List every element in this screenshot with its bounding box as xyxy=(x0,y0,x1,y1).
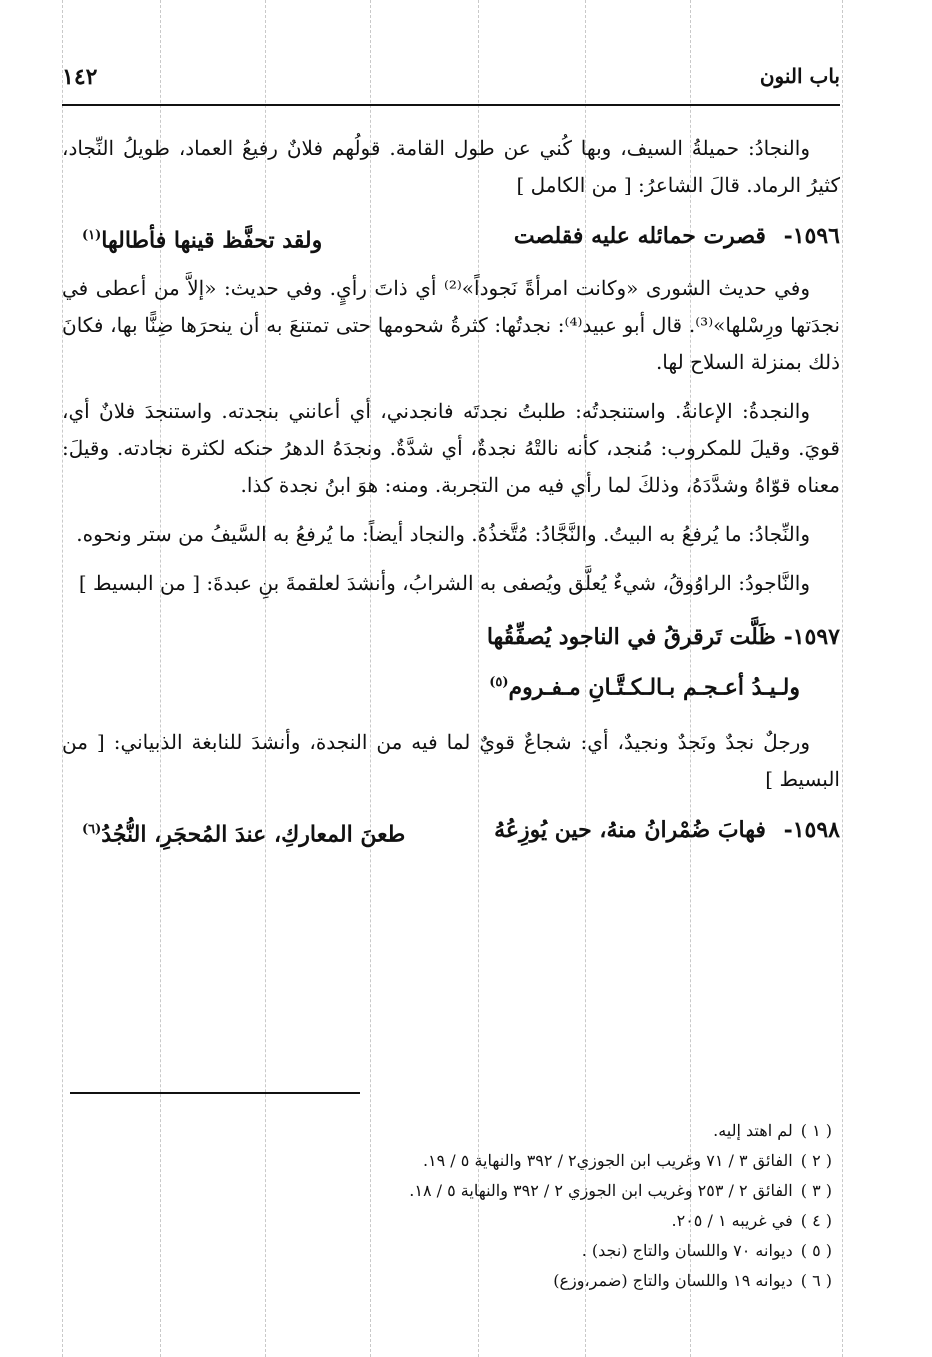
footnotes xyxy=(62,1116,840,1296)
footnote-number: ( ٦ ) xyxy=(800,1271,832,1290)
footnote-text: لم اهتد إليه. xyxy=(713,1121,793,1140)
verse-number: ١٥٩٦- xyxy=(783,223,840,249)
page-body xyxy=(62,130,840,864)
footnote xyxy=(62,1206,840,1236)
paragraph-najda: والنجدةُ: الإعانةُ. واستنجدتُه: طلبتُ نجدتَه فانجدني، أي أعانني بنجدته. واستنجدَ فلانٌ أي، قويَ. وقيلَ للمكروب: مُنجد، كأنه نالتْهُ نجدةٌ، أي شدَّةٌ. ونجدَهُ الدهرُ حنكه لكثرة نجادته. وقيلَ: معناه قوّاهُ وشدَّدَهُ، وذلكَ لما رأي فيه من التجربة. ومنه: هوَ ابنُ نجدة كذا. xyxy=(62,399,840,497)
header-rule xyxy=(62,104,840,106)
page-number: ١٤٢ xyxy=(62,64,98,90)
verse-first-hemistich: ظَلَّت تَرقرقُ في الناجود يُصفِّقُها xyxy=(486,624,776,650)
verse-second-hemistich-text: طعنَ المعاركِ، عندَ المُحجَرِ، النُّجُدُ xyxy=(101,821,406,848)
paragraph-shura-hadith: وفي حديث الشورى «وكانت امرأةً نَجوداً»⁽²⁾ أي ذاتَ رأيٍ. وفي حديث: «إلاَّ من أعطى في نجدَتها ورِسْلها»⁽³⁾. قال أبو عبيد⁽⁴⁾: نجدتُها: كثرةُ شحومها حتى تمتنعَ به أن ينحرَها ضِنًّا بها، فكانَ ذلك بمنزلة السلاح لها. xyxy=(62,276,840,374)
footnote xyxy=(62,1116,840,1146)
footnote-text: الفائق ٢ / ٢٥٣ وغريب ابن الجوزي ٢ / ٣٩٢ والنهاية ٥ / ١٨. xyxy=(409,1181,793,1200)
verse-1598 xyxy=(62,810,840,850)
footnote-number: ( ١ ) xyxy=(800,1121,832,1140)
verse-1596 xyxy=(62,216,840,256)
book-page xyxy=(62,52,840,1332)
verse-number: ١٥٩٧- xyxy=(783,624,840,650)
footnote-number: ( ٣ ) xyxy=(800,1181,832,1200)
footnote-number: ( ٤ ) xyxy=(800,1211,832,1230)
footnote xyxy=(62,1146,840,1176)
verse-second-hemistich xyxy=(82,810,405,854)
scan-guide-line xyxy=(842,0,843,1357)
footnote xyxy=(62,1266,840,1296)
page-header xyxy=(62,62,840,98)
verse-first-hemistich: قصرت حمائله عليه فقلصت xyxy=(513,223,766,249)
paragraph-nijad-bayt: والنِّجادُ: ما يُرفعُ به البيتُ. والنَّجَّادُ: مُتَّخذُهُ. والنجاد أيضاً: ما يُرفعُ به السَّيفُ من ستر ونحوه. xyxy=(76,522,810,546)
verse-second-hemistich-text: ولـيـدُ أعـجـم بـالـكـتَّـانِ مـفـروم xyxy=(508,674,800,701)
footnote-text: ديوانه ٧٠ واللسان والتاج (نجد) . xyxy=(581,1241,793,1260)
verse-first-hemistich: فهابَ ضُمْرانُ منهُ، حين يُوزِعُهُ xyxy=(494,817,766,844)
footnote-rule xyxy=(70,1092,360,1094)
paragraph-nijad: والنجادُ: حميلةُ السيف، وبها كُني عن طول القامة. قولُهم فلانٌ رفيعُ العماد، طويلُ النِّجاد، كثيرُ الرماد. قالَ الشاعرُ: [ من الكامل ] xyxy=(62,136,840,197)
verse-second-hemistich xyxy=(82,216,322,260)
footnote xyxy=(62,1176,840,1206)
paragraph-najud: والنَّاجودُ: الراوُوقُ، شيءٌ يُعلَّق ويُصفى به الشرابُ، وأنشدَ لعلقمةَ بنِ عبدةَ: [ من البسيط ] xyxy=(78,571,810,595)
footnote-text: ديوانه ١٩ واللسان والتاج (ضمر،وزع) xyxy=(553,1271,793,1290)
verse-number: ١٥٩٨- xyxy=(783,817,840,844)
footnote-number: ( ٥ ) xyxy=(800,1241,832,1260)
footnote xyxy=(62,1236,840,1266)
verse-second-hemistich-text: ولقد تحفَّظ قينها فأطالها xyxy=(101,227,323,254)
footnote-ref: (٥) xyxy=(489,675,509,690)
footnote-text: الفائق ٣ / ٧١ وغريب ابن الجوزي٢ / ٣٩٢ والنهاية ٥ / ١٩. xyxy=(422,1151,793,1170)
footnote-text: في غريبه ١ / ٢٠٥. xyxy=(671,1211,793,1230)
verse-1597 xyxy=(62,614,840,710)
verse-second-hemistich xyxy=(62,660,840,710)
footnote-ref: (١) xyxy=(82,228,102,243)
footnote-number: ( ٢ ) xyxy=(800,1151,832,1170)
footnote-ref: (٦) xyxy=(82,822,102,838)
chapter-title: باب النون xyxy=(759,64,840,88)
paragraph-rajul-najd: ورجلٌ نجدٌ ونَجدٌ ونجيدٌ، أي: شجاعٌ قويٌ لما فيه من النجدة، وأنشدَ للنابغة الذبياني: [ من البسيط ] xyxy=(62,730,840,792)
